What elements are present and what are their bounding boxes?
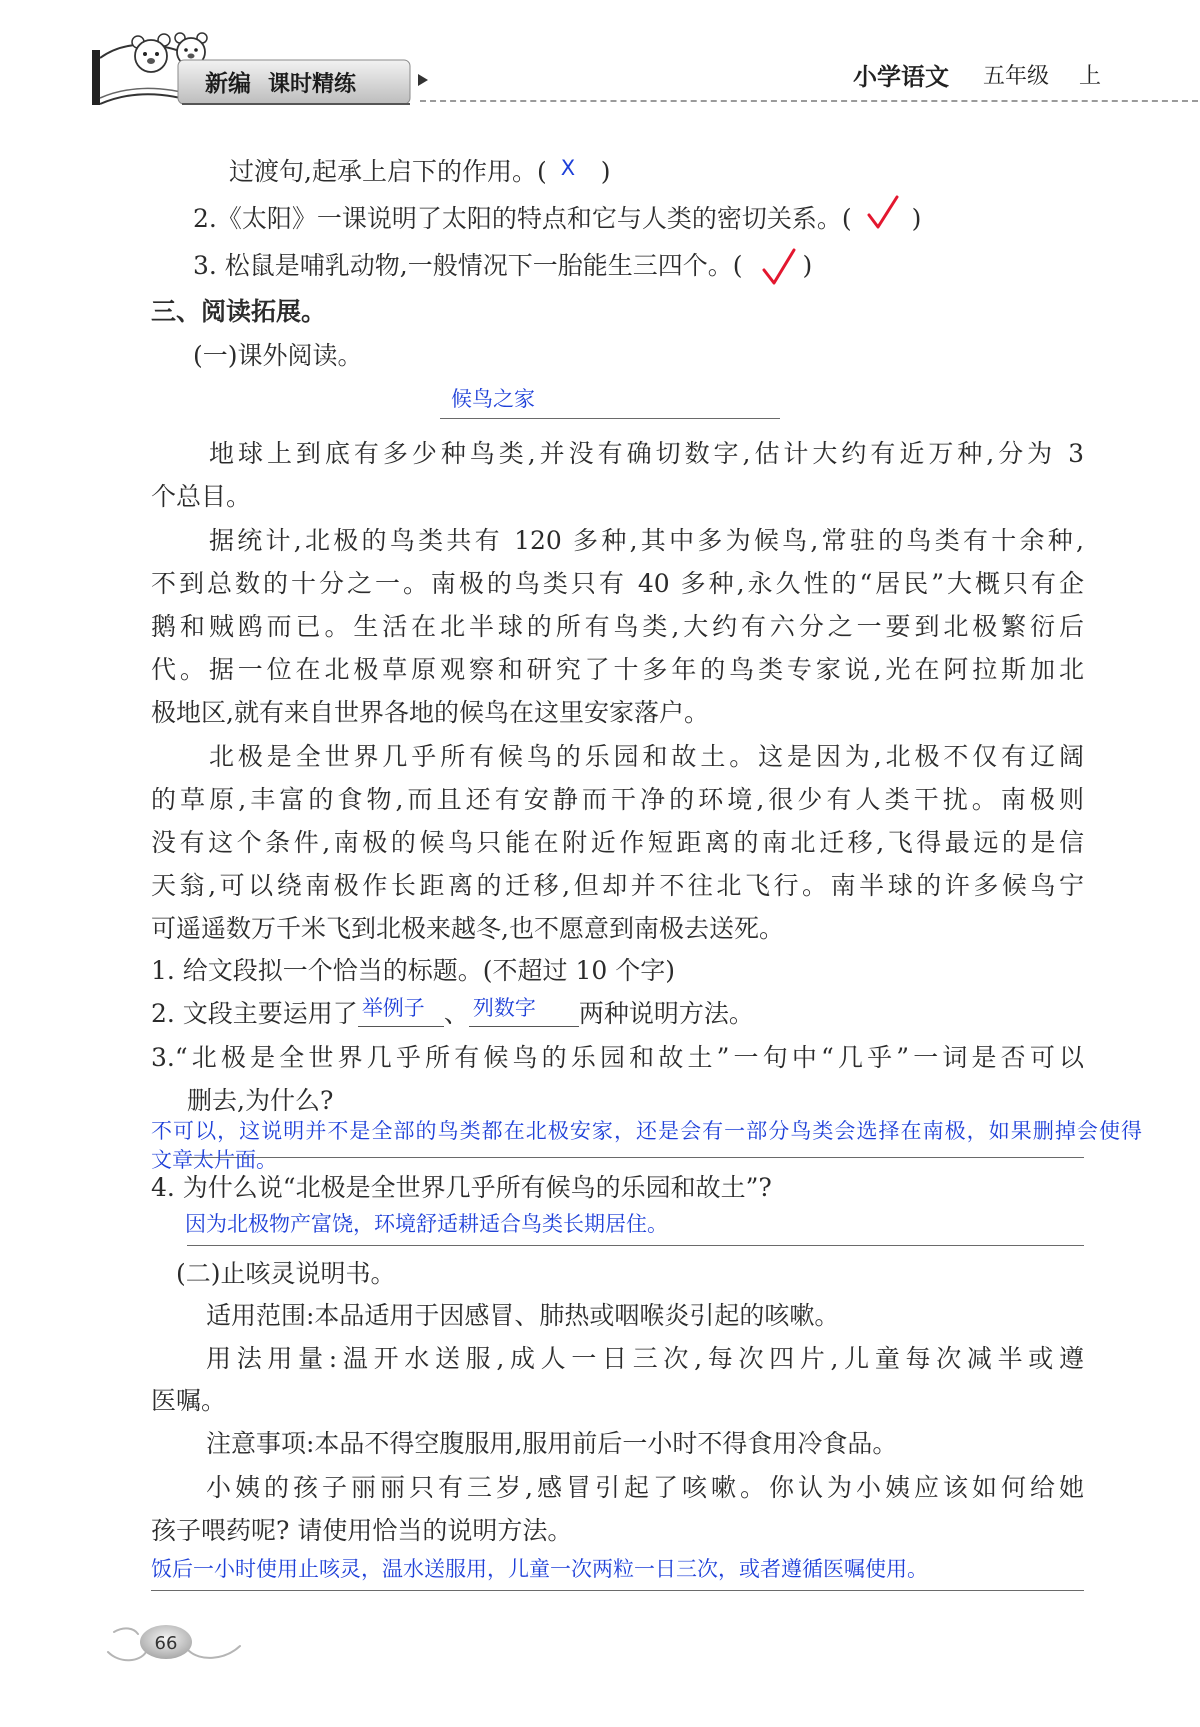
passage-line: 可遥遥数万千米飞到北极来越冬,也不愿意到南极去送死。 xyxy=(151,915,784,943)
subject-label: 小学语文 xyxy=(853,62,949,91)
judgement-close: ) xyxy=(600,158,611,186)
judgement-text: 过渡句,起承上启下的作用。( xyxy=(229,158,547,186)
question-3-answer-line: 不可以，这说明并不是全部的鸟类都在北极安家，还是会有一部分鸟类会选择在南极，如果删掉会使得 xyxy=(151,1119,1142,1143)
question-4: 4. 为什么说“北极是全世界几乎所有候鸟的乐园和故土”? xyxy=(151,1174,772,1202)
check-mark-icon xyxy=(761,246,797,288)
section-heading: 三、阅读拓展。 xyxy=(151,298,327,326)
passage-line: 地球上到底有多少种鸟类,并没有确切数字,估计大约有近万种,分为 3 xyxy=(209,440,1084,468)
part1-label: (一)课外阅读。 xyxy=(193,342,363,370)
question-2-blank-2 xyxy=(469,996,579,1027)
question-2-blank-1 xyxy=(358,996,444,1027)
task-answer-rule xyxy=(151,1590,1084,1591)
passage-line: 极地区,就有来自世界各地的候鸟在这里安家落户。 xyxy=(151,699,709,727)
question-2 xyxy=(151,996,754,1028)
judgement-item-3 xyxy=(193,252,812,280)
series-name: 课时精练 xyxy=(268,71,357,97)
question-4-answer-rule xyxy=(187,1245,1084,1246)
judgement-text: 3. 松鼠是哺乳动物,一般情况下一胎能生三四个。( xyxy=(193,251,743,280)
question-1: 1. 给文段拟一个恰当的标题。(不超过 10 个字) xyxy=(151,957,676,985)
task-answer: 饭后一小时使用止咳灵，温水送服用，儿童一次两粒一日三次，或者遵循医嘱使用。 xyxy=(151,1557,928,1581)
judgement-close: ) xyxy=(802,251,813,280)
question-3-answer-line: 文章太片面。 xyxy=(151,1148,277,1172)
dosage-line: 医嘱。 xyxy=(151,1387,227,1415)
usage-notes: 注意事项:本品不得空腹服用,服用前后一小时不得食用冷食品。 xyxy=(206,1430,898,1458)
judgement-answer-box xyxy=(547,158,601,186)
judgement-answer-box xyxy=(743,252,803,280)
grade-label: 五年级 xyxy=(983,64,1050,89)
check-mark-icon xyxy=(866,193,900,233)
question-2-suffix: 两种说明方法。 xyxy=(578,999,754,1028)
arrow-right-icon xyxy=(418,74,428,86)
question-4-answer: 因为北极物产富饶，环境舒适耕适合鸟类长期居住。 xyxy=(185,1212,668,1236)
passage-line: 个总目。 xyxy=(151,483,252,511)
term-label: 上 xyxy=(1079,64,1102,89)
judgement-item-2 xyxy=(193,205,921,233)
dosage-line: 用法用量:温开水送服,成人一日三次,每次四片,儿童每次减半或遵 xyxy=(206,1345,1084,1373)
judgement-answer: X xyxy=(560,158,576,180)
page-number: 66 xyxy=(154,1633,178,1654)
question-2-answer-1: 举例子 xyxy=(361,996,425,1020)
series-prefix: 新编 xyxy=(205,71,251,97)
task-line: 孩子喂药呢? 请使用恰当的说明方法。 xyxy=(151,1517,573,1545)
passage-line: 不到总数的十分之一。南极的鸟类只有 40 多种,永久性的“居民”大概只有企 xyxy=(151,570,1084,598)
passage-line: 代。据一位在北极草原观察和研究了十多年的鸟类专家说,光在阿拉斯加北 xyxy=(151,656,1084,684)
page-number-badge xyxy=(100,1612,250,1672)
question-2-separator: 、 xyxy=(443,999,469,1028)
question-2-prefix: 2. 文段主要运用了 xyxy=(151,999,358,1028)
judgement-item-1 xyxy=(229,158,610,186)
passage-title-answer: 候鸟之家 xyxy=(451,387,535,411)
passage-line: 鹅和贼鸥而已。生活在北半球的所有鸟类,大约有六分之一要到北极繁衍后 xyxy=(151,613,1084,641)
judgement-close: ) xyxy=(911,204,922,233)
series-logo xyxy=(92,28,437,110)
passage-line: 北极是全世界几乎所有候鸟的乐园和故土。这是因为,北极不仅有辽阔 xyxy=(209,743,1084,771)
passage-title-blank xyxy=(440,418,780,419)
judgement-text: 2.《太阳》一课说明了太阳的特点和它与人类的密切关系。( xyxy=(193,204,852,233)
question-3-line-2: 删去,为什么? xyxy=(187,1087,334,1115)
header-divider xyxy=(420,100,1198,102)
passage-line: 没有这个条件,南极的候鸟只能在附近作短距离的南北迁移,飞得最远的是信 xyxy=(151,829,1084,857)
question-3-answer-rule xyxy=(187,1157,1084,1158)
passage-line: 天翁,可以绕南极作长距离的迁移,但却并不往北飞行。南半球的许多候鸟宁 xyxy=(151,872,1084,900)
part2-label: (二)止咳灵说明书。 xyxy=(176,1260,396,1288)
passage-line: 的草原,丰富的食物,而且还有安静而干净的环境,很少有人类干扰。南极则 xyxy=(151,786,1084,814)
question-2-answer-2: 列数字 xyxy=(472,996,536,1020)
passage-line: 据统计,北极的鸟类共有 120 多种,其中多为候鸟,常驻的鸟类有十余种, xyxy=(209,527,1084,555)
judgement-answer-box xyxy=(852,205,912,233)
question-3-line-1: 3.“北极是全世界几乎所有候鸟的乐园和故土”一句中“几乎”一词是否可以 xyxy=(151,1044,1084,1072)
usage-scope: 适用范围:本品适用于因感冒、肺热或咽喉炎引起的咳嗽。 xyxy=(206,1302,840,1330)
task-line: 小姨的孩子丽丽只有三岁,感冒引起了咳嗽。你认为小姨应该如何给她 xyxy=(206,1474,1084,1502)
